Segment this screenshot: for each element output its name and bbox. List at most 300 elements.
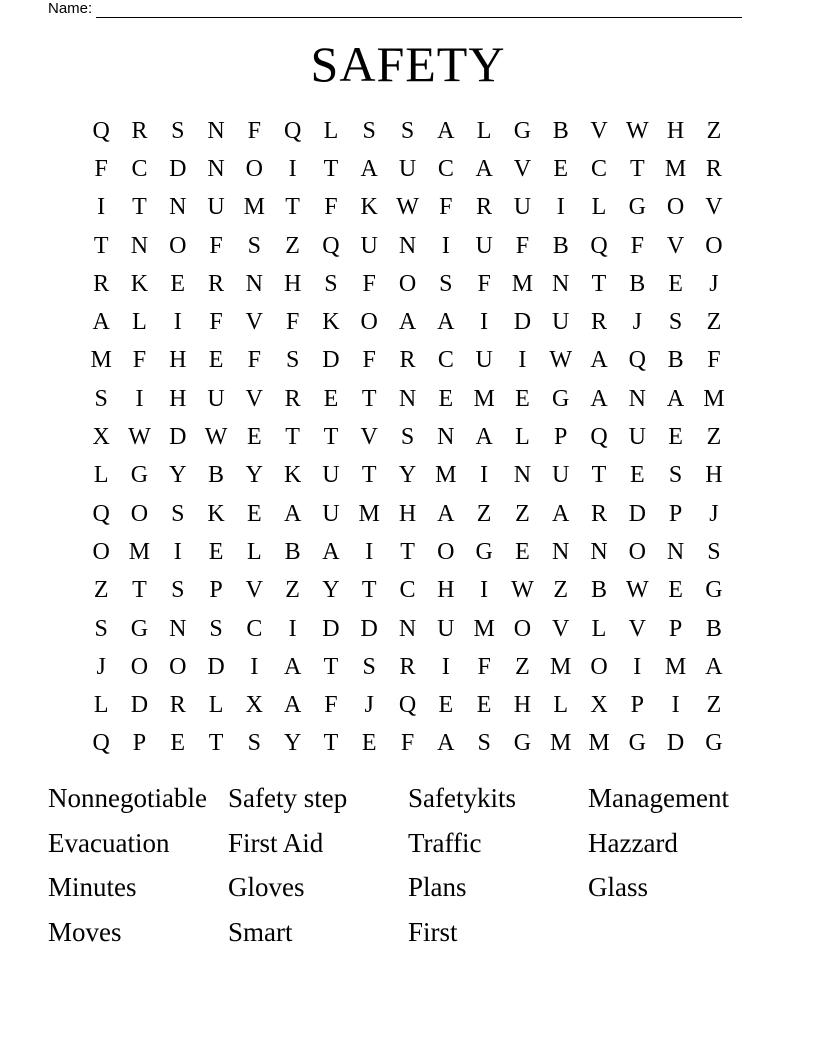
- grid-letter: S: [668, 462, 683, 489]
- grid-letter: N: [207, 117, 225, 144]
- grid-letter: L: [208, 692, 224, 719]
- grid-letter: O: [130, 500, 149, 527]
- grid-letter: U: [552, 309, 570, 336]
- grid-letter: G: [130, 615, 149, 642]
- grid-letter: M: [90, 347, 112, 374]
- grid-letter: A: [322, 538, 340, 565]
- grid-letter: J: [364, 692, 374, 719]
- grid-letter: C: [246, 615, 263, 642]
- grid-letter: G: [513, 730, 532, 757]
- grid-letter: Q: [590, 232, 608, 259]
- grid-letter: F: [362, 270, 376, 297]
- grid-letter: A: [283, 653, 302, 680]
- grid-letter: E: [247, 500, 262, 527]
- grid-letter: U: [437, 615, 455, 642]
- grid-letter: Q: [398, 692, 417, 719]
- grid-letter: I: [480, 577, 489, 604]
- grid-letter: A: [360, 155, 378, 182]
- grid-letter: B: [667, 347, 684, 374]
- grid-letter: T: [629, 155, 645, 182]
- grid-letter: I: [97, 194, 106, 221]
- grid-letter: F: [209, 232, 223, 259]
- grid-letter: S: [171, 500, 185, 527]
- letter-grid: [82, 112, 734, 763]
- grid-letter: A: [705, 653, 723, 680]
- grid-letter: N: [437, 424, 455, 451]
- grid-letter: E: [361, 730, 377, 757]
- grid-letter: C: [437, 155, 454, 182]
- grid-letter: O: [245, 155, 263, 182]
- grid-letter: F: [247, 117, 262, 144]
- grid-letter: Q: [322, 232, 340, 259]
- grid-letter: S: [247, 730, 262, 757]
- grid-letter: Z: [285, 577, 300, 604]
- grid-letter: V: [552, 615, 570, 642]
- grid-letter: G: [705, 730, 723, 757]
- grid-letter: Q: [590, 424, 608, 451]
- grid-letter: E: [208, 538, 224, 565]
- word-bank-item: Plans: [408, 872, 467, 903]
- grid-letter: M: [511, 270, 534, 297]
- grid-letter: T: [323, 155, 339, 182]
- grid-letter: S: [94, 385, 108, 412]
- grid-letter: O: [130, 653, 149, 680]
- grid-letter: O: [398, 270, 417, 297]
- grid-letter: L: [323, 117, 339, 144]
- grid-letter: N: [552, 270, 570, 297]
- grid-letter: R: [208, 270, 225, 297]
- grid-letter: S: [324, 270, 338, 297]
- grid-letter: I: [518, 347, 527, 374]
- grid-letter: Z: [515, 653, 530, 680]
- grid-letter: X: [245, 692, 263, 719]
- grid-letter: I: [135, 385, 144, 412]
- grid-letter: H: [169, 385, 187, 412]
- grid-letter: S: [707, 538, 721, 565]
- word-bank-item: Smart: [228, 917, 293, 948]
- grid-letter: M: [703, 385, 725, 412]
- grid-letter: A: [92, 309, 110, 336]
- grid-letter: U: [207, 385, 225, 412]
- grid-letter: C: [591, 155, 608, 182]
- grid-letter: T: [285, 194, 300, 221]
- grid-letter: S: [400, 117, 415, 144]
- grid-letter: G: [552, 385, 570, 412]
- grid-letter: H: [705, 462, 723, 489]
- grid-letter: S: [94, 615, 108, 642]
- grid-letter: N: [169, 194, 187, 221]
- grid-letter: S: [171, 117, 185, 144]
- grid-letter: Z: [706, 309, 722, 336]
- grid-letter: T: [323, 730, 339, 757]
- grid-letter: K: [322, 309, 340, 336]
- word-bank-item: First: [408, 917, 458, 948]
- grid-letter: O: [628, 538, 646, 565]
- grid-letter: B: [284, 538, 301, 565]
- grid-letter: N: [513, 462, 532, 489]
- grid-letter: E: [553, 155, 569, 182]
- word-bank-item: Management: [588, 783, 729, 813]
- grid-letter: M: [550, 653, 572, 680]
- name-field: [48, 0, 742, 18]
- grid-letter: Z: [706, 692, 722, 719]
- grid-letter: U: [322, 500, 340, 527]
- grid-letter: D: [169, 424, 187, 451]
- grid-letter: L: [247, 538, 262, 565]
- grid-letter: M: [243, 194, 265, 221]
- grid-letter: E: [629, 462, 645, 489]
- grid-letter: F: [400, 730, 415, 757]
- grid-letter: V: [245, 577, 263, 604]
- word-bank: [48, 776, 788, 955]
- grid-letter: S: [668, 309, 683, 336]
- grid-letter: O: [705, 232, 723, 259]
- grid-letter: J: [709, 500, 719, 527]
- grid-letter: F: [630, 232, 644, 259]
- grid-letter: E: [247, 424, 262, 451]
- grid-letter: R: [476, 194, 493, 221]
- grid-letter: H: [666, 117, 685, 144]
- grid-letter: H: [283, 270, 302, 297]
- grid-letter: N: [666, 538, 685, 565]
- grid-letter: N: [590, 538, 608, 565]
- grid-letter: M: [664, 155, 687, 182]
- grid-letter: N: [398, 385, 417, 412]
- grid-letter: H: [398, 500, 417, 527]
- grid-letter: I: [173, 309, 182, 336]
- grid-letter: A: [283, 500, 302, 527]
- grid-letter: M: [473, 615, 495, 642]
- grid-letter: Z: [476, 500, 492, 527]
- grid-letter: I: [441, 653, 450, 680]
- grid-letter: W: [204, 424, 228, 451]
- grid-letter: A: [398, 309, 417, 336]
- grid-letter: N: [245, 270, 263, 297]
- grid-letter: E: [323, 385, 339, 412]
- grid-letter: B: [629, 270, 646, 297]
- grid-letter: P: [630, 692, 644, 719]
- grid-letter: I: [250, 653, 259, 680]
- grid-letter: D: [513, 309, 532, 336]
- grid-letter: T: [591, 270, 607, 297]
- grid-letter: Q: [92, 730, 110, 757]
- grid-letter: V: [705, 194, 723, 221]
- grid-letter: L: [591, 194, 607, 221]
- word-bank-item: Hazzard: [588, 827, 678, 858]
- grid-letter: V: [590, 117, 608, 144]
- grid-letter: B: [552, 232, 569, 259]
- grid-letter: K: [360, 194, 378, 221]
- grid-letter: N: [398, 615, 417, 642]
- grid-letter: T: [361, 385, 377, 412]
- grid-letter: Y: [398, 462, 417, 489]
- word-bank-item: Minutes: [48, 872, 137, 903]
- grid-letter: U: [628, 424, 646, 451]
- grid-letter: F: [324, 692, 338, 719]
- grid-letter: M: [588, 730, 610, 757]
- grid-letter: U: [475, 347, 493, 374]
- grid-letter: I: [441, 232, 450, 259]
- grid-letter: F: [324, 194, 338, 221]
- grid-letter: J: [632, 309, 642, 336]
- grid-letter: C: [131, 155, 148, 182]
- grid-letter: P: [554, 424, 568, 451]
- grid-letter: N: [169, 615, 187, 642]
- grid-letter: F: [707, 347, 721, 374]
- grid-letter: E: [668, 577, 683, 604]
- grid-letter: F: [285, 309, 300, 336]
- grid-letter: W: [511, 577, 534, 604]
- grid-letter: R: [93, 270, 110, 297]
- grid-letter: N: [398, 232, 417, 259]
- grid-letter: T: [323, 424, 339, 451]
- word-bank-item: Evacuation: [48, 827, 170, 858]
- grid-letter: A: [475, 155, 493, 182]
- grid-letter: Y: [322, 577, 340, 604]
- grid-letter: W: [396, 194, 419, 221]
- grid-letter: G: [628, 194, 646, 221]
- grid-letter: A: [475, 424, 493, 451]
- grid-letter: U: [552, 462, 570, 489]
- page-title: SAFETY: [310, 36, 506, 92]
- grid-letter: R: [591, 309, 608, 336]
- word-bank-item: Glass: [588, 872, 648, 903]
- grid-letter: E: [515, 385, 530, 412]
- grid-letter: E: [208, 347, 224, 374]
- grid-letter: U: [360, 232, 378, 259]
- grid-letter: E: [668, 424, 683, 451]
- grid-letter: W: [128, 424, 151, 451]
- grid-letter: V: [513, 155, 532, 182]
- grid-letter: G: [130, 462, 149, 489]
- grid-letter: O: [169, 232, 187, 259]
- name-blank-line: [96, 3, 742, 18]
- grid-letter: C: [399, 577, 416, 604]
- grid-letter: O: [437, 538, 455, 565]
- grid-letter: R: [591, 500, 608, 527]
- grid-letter: I: [480, 309, 489, 336]
- grid-letter: A: [437, 117, 455, 144]
- grid-letter: T: [591, 462, 607, 489]
- grid-letter: X: [590, 692, 608, 719]
- grid-letter: D: [322, 615, 340, 642]
- word-bank-item: Nonnegotiable: [48, 783, 207, 813]
- grid-letter: O: [92, 538, 110, 565]
- grid-letter: Z: [285, 232, 300, 259]
- grid-letter: Z: [515, 500, 530, 527]
- grid-letter: S: [477, 730, 491, 757]
- grid-letter: M: [550, 730, 572, 757]
- grid-letter: O: [513, 615, 532, 642]
- grid-letter: T: [132, 577, 147, 604]
- grid-letter: A: [437, 730, 455, 757]
- grid-letter: O: [590, 653, 608, 680]
- grid-letter: L: [132, 309, 147, 336]
- grid-letter: U: [207, 194, 225, 221]
- grid-letter: F: [94, 155, 108, 182]
- grid-letter: S: [209, 615, 223, 642]
- grid-letter: N: [207, 155, 225, 182]
- grid-letter: E: [170, 270, 186, 297]
- grid-letter: A: [437, 500, 455, 527]
- grid-letter: F: [477, 270, 491, 297]
- grid-letter: D: [360, 615, 378, 642]
- grid-letter: D: [628, 500, 646, 527]
- word-bank-item: Gloves: [228, 872, 305, 903]
- grid-letter: H: [169, 347, 187, 374]
- grid-letter: O: [169, 653, 187, 680]
- grid-letter: R: [399, 653, 416, 680]
- word-bank-item: Traffic: [408, 827, 482, 858]
- grid-letter: W: [625, 117, 649, 144]
- grid-letter: Z: [706, 424, 722, 451]
- grid-letter: A: [552, 500, 570, 527]
- grid-letter: C: [437, 347, 454, 374]
- grid-letter: A: [590, 347, 608, 374]
- grid-letter: O: [666, 194, 685, 221]
- grid-letter: N: [552, 538, 570, 565]
- grid-letter: P: [668, 615, 683, 642]
- grid-letter: T: [93, 232, 109, 259]
- grid-letter: Y: [283, 730, 302, 757]
- grid-letter: L: [93, 692, 109, 719]
- grid-letter: S: [362, 653, 376, 680]
- grid-letter: F: [209, 309, 223, 336]
- grid-letter: F: [247, 347, 262, 374]
- grid-letter: F: [132, 347, 147, 374]
- grid-letter: R: [131, 117, 148, 144]
- grid-letter: Y: [245, 462, 263, 489]
- grid-letter: D: [169, 155, 187, 182]
- grid-letter: G: [513, 117, 532, 144]
- grid-letter: Z: [93, 577, 109, 604]
- grid-letter: Y: [169, 462, 187, 489]
- grid-letter: G: [475, 538, 493, 565]
- grid-letter: E: [170, 730, 186, 757]
- grid-letter: I: [556, 194, 565, 221]
- grid-letter: E: [438, 385, 454, 412]
- grid-letter: S: [171, 577, 185, 604]
- grid-letter: T: [361, 462, 377, 489]
- grid-letter: S: [439, 270, 453, 297]
- grid-letter: S: [362, 117, 376, 144]
- grid-letter: G: [705, 577, 723, 604]
- grid-letter: D: [322, 347, 340, 374]
- grid-letter: F: [439, 194, 453, 221]
- grid-letter: R: [284, 385, 301, 412]
- grid-letter: P: [132, 730, 147, 757]
- grid-letter: X: [92, 424, 110, 451]
- grid-letter: R: [705, 155, 722, 182]
- grid-letter: B: [591, 577, 608, 604]
- grid-letter: W: [625, 577, 649, 604]
- grid-letter: L: [515, 424, 530, 451]
- grid-letter: B: [552, 117, 569, 144]
- grid-letter: L: [553, 692, 569, 719]
- grid-letter: E: [438, 692, 454, 719]
- grid-letter: F: [515, 232, 530, 259]
- grid-letter: K: [207, 500, 225, 527]
- grid-letter: S: [400, 424, 415, 451]
- grid-letter: U: [475, 232, 493, 259]
- grid-letter: A: [283, 692, 302, 719]
- grid-letter: B: [208, 462, 225, 489]
- grid-letter: T: [361, 577, 377, 604]
- grid-letter: I: [633, 653, 642, 680]
- word-bank-item: Safety step: [228, 783, 348, 813]
- grid-letter: U: [513, 194, 532, 221]
- grid-letter: R: [399, 347, 416, 374]
- grid-letter: U: [398, 155, 417, 182]
- grid-letter: L: [591, 615, 607, 642]
- grid-letter: U: [322, 462, 340, 489]
- word-bank-item: Moves: [48, 917, 122, 948]
- grid-letter: A: [437, 309, 455, 336]
- grid-letter: A: [590, 385, 608, 412]
- grid-letter: Q: [283, 117, 302, 144]
- grid-letter: T: [400, 538, 415, 565]
- grid-letter: Q: [92, 500, 110, 527]
- grid-letter: I: [288, 155, 297, 182]
- grid-letter: P: [209, 577, 223, 604]
- grid-letter: L: [93, 462, 109, 489]
- grid-letter: N: [628, 385, 646, 412]
- grid-letter: A: [666, 385, 685, 412]
- grid-letter: G: [628, 730, 646, 757]
- grid-letter: Q: [92, 117, 110, 144]
- grid-letter: H: [437, 577, 455, 604]
- grid-letter: W: [549, 347, 573, 374]
- grid-letter: B: [705, 615, 722, 642]
- grid-letter: D: [207, 653, 225, 680]
- grid-letter: S: [247, 232, 262, 259]
- grid-letter: O: [360, 309, 378, 336]
- grid-letter: I: [365, 538, 374, 565]
- word-bank-item: Safetykits: [408, 783, 516, 813]
- grid-letter: M: [128, 538, 151, 565]
- grid-letter: L: [476, 117, 492, 144]
- grid-letter: D: [130, 692, 149, 719]
- grid-letter: K: [283, 462, 302, 489]
- grid-letter: S: [285, 347, 300, 374]
- grid-letter: E: [476, 692, 492, 719]
- grid-letter: J: [709, 270, 719, 297]
- grid-letter: T: [208, 730, 224, 757]
- grid-letter: H: [513, 692, 532, 719]
- grid-letter: T: [285, 424, 300, 451]
- grid-letter: I: [288, 615, 297, 642]
- grid-letter: J: [96, 653, 106, 680]
- grid-letter: V: [666, 232, 685, 259]
- grid-letter: V: [245, 309, 263, 336]
- grid-letter: M: [664, 653, 687, 680]
- grid-letter: D: [666, 730, 685, 757]
- grid-letter: N: [130, 232, 149, 259]
- grid-letter: M: [435, 462, 457, 489]
- grid-letter: I: [671, 692, 680, 719]
- grid-letter: K: [130, 270, 149, 297]
- grid-letter: V: [628, 615, 646, 642]
- grid-letter: Z: [706, 117, 722, 144]
- grid-letter: F: [477, 653, 491, 680]
- grid-letter: R: [169, 692, 186, 719]
- word-bank-item: First Aid: [228, 827, 324, 858]
- grid-letter: V: [245, 385, 263, 412]
- grid-letter: Z: [553, 577, 569, 604]
- name-label: Name:: [48, 0, 93, 17]
- grid-letter: M: [473, 385, 495, 412]
- grid-letter: V: [360, 424, 378, 451]
